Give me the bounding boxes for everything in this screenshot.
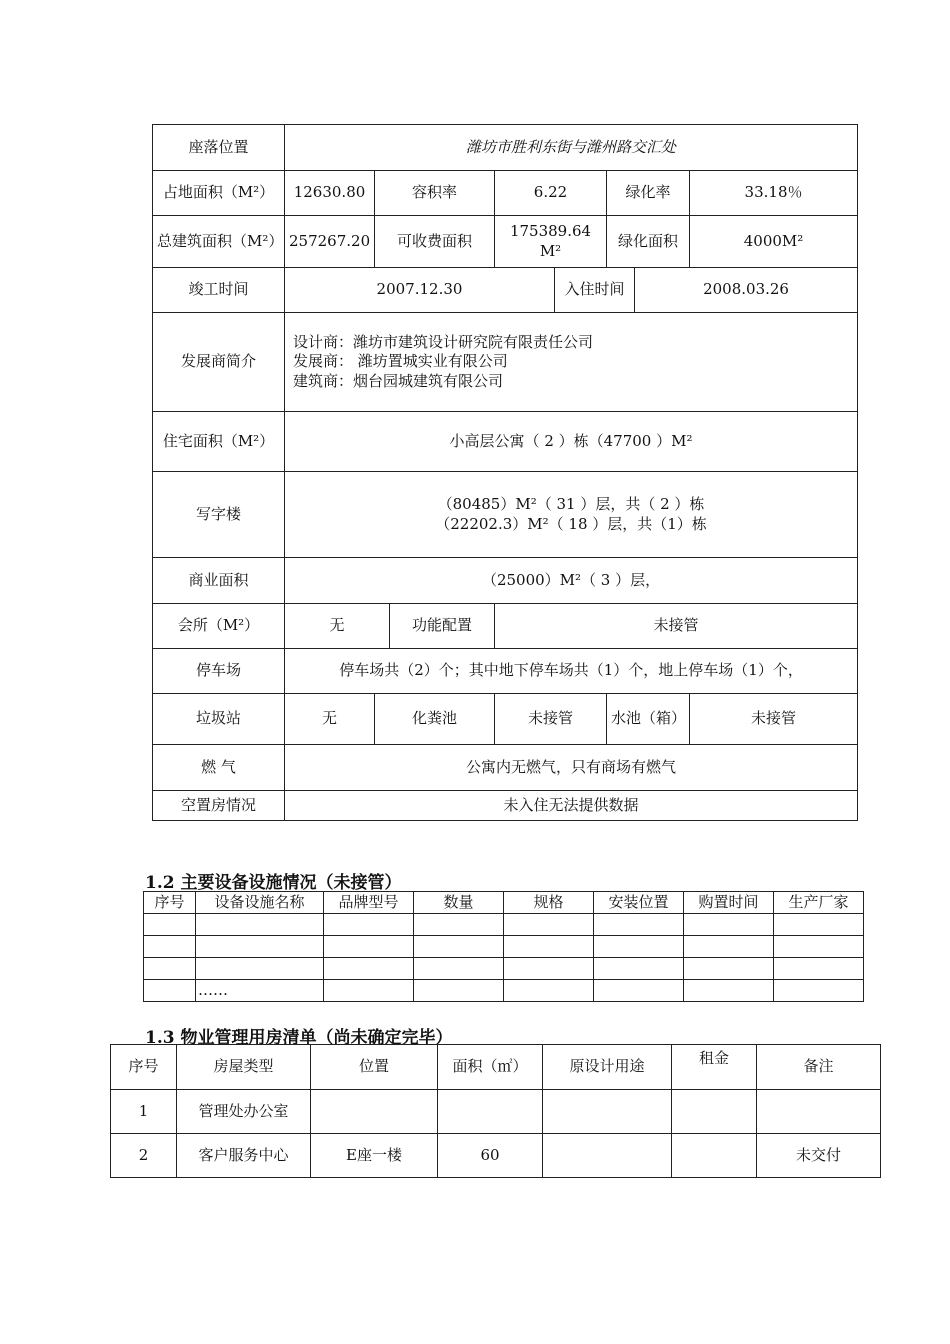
rooms-header-row bbox=[111, 1045, 881, 1090]
total-area-label: 总建筑面积（M²） bbox=[153, 216, 285, 268]
equipment-col-qty: 数量 bbox=[414, 892, 504, 914]
builder-line: 建筑商：烟台园城建筑有限公司 bbox=[293, 371, 504, 390]
developer-label: 发展商简介 bbox=[153, 313, 285, 412]
rooms-col-rent: 租金 bbox=[672, 1045, 757, 1090]
table-row bbox=[111, 1134, 881, 1178]
parking-value: 停车场共（2）个；其中地下停车场共（1）个，地上停车场（1）个， bbox=[285, 649, 858, 694]
equipment-col-name: 设备设施名称 bbox=[196, 892, 324, 914]
equipment-heading: 1.2 主要设备设施情况（未接管） bbox=[145, 873, 402, 893]
rooms-col-area: 面积（㎡） bbox=[438, 1045, 543, 1090]
green-rate-value: 33.18％ bbox=[690, 171, 858, 216]
designer-line: 设计商：潍坊市建筑设计研究院有限责任公司 bbox=[293, 332, 594, 351]
room-location: E座一楼 bbox=[311, 1134, 438, 1178]
room-area: 60 bbox=[438, 1134, 543, 1178]
location-value: 潍坊市胜利东街与潍州路交汇处 bbox=[285, 125, 858, 171]
project-overview-table bbox=[152, 124, 858, 821]
vacant-value: 未入住无法提供数据 bbox=[285, 791, 858, 821]
septic-value: 未接管 bbox=[495, 694, 607, 745]
equipment-col-spec: 规格 bbox=[504, 892, 594, 914]
equipment-col-date: 购置时间 bbox=[684, 892, 774, 914]
septic-label: 化粪池 bbox=[375, 694, 495, 745]
equipment-table bbox=[143, 891, 864, 1002]
plot-ratio-value: 6.22 bbox=[495, 171, 607, 216]
rooms-col-remark: 备注 bbox=[757, 1045, 881, 1090]
water-label: 水池（箱） bbox=[607, 694, 690, 745]
commercial-label: 商业面积 bbox=[153, 558, 285, 604]
vacant-label: 空置房情况 bbox=[153, 791, 285, 821]
chargeable-area-label: 可收费面积 bbox=[375, 216, 495, 268]
rooms-table bbox=[110, 1044, 881, 1178]
rooms-col-location: 位置 bbox=[311, 1045, 438, 1090]
commercial-value: （25000）M²（ 3 ）层， bbox=[285, 558, 858, 604]
chargeable-area-value: 175389.64 M² bbox=[495, 216, 607, 268]
rooms-col-no: 序号 bbox=[111, 1045, 177, 1090]
garbage-label: 垃圾站 bbox=[153, 694, 285, 745]
table-row bbox=[111, 1090, 881, 1134]
green-area-label: 绿化面积 bbox=[607, 216, 690, 268]
equipment-col-brand: 品牌型号 bbox=[324, 892, 414, 914]
room-area bbox=[438, 1090, 543, 1134]
room-rent bbox=[672, 1134, 757, 1178]
office-label: 写字楼 bbox=[153, 472, 285, 558]
rooms-heading: 1.3 物业管理用房清单（尚未确定完毕） bbox=[145, 1028, 453, 1048]
gas-value: 公寓内无燃气，只有商场有燃气 bbox=[285, 745, 858, 791]
land-area-value: 12630.80 bbox=[285, 171, 375, 216]
water-value: 未接管 bbox=[690, 694, 858, 745]
room-type: 客户服务中心 bbox=[177, 1134, 311, 1178]
residential-label: 住宅面积（M²） bbox=[153, 412, 285, 472]
ellipsis: …… bbox=[196, 980, 324, 1002]
total-area-value: 257267.20 bbox=[285, 216, 375, 268]
room-usage bbox=[543, 1090, 672, 1134]
room-no: 1 bbox=[111, 1090, 177, 1134]
developer-line: 发展商： 潍坊置城实业有限公司 bbox=[293, 352, 508, 371]
land-area-label: 占地面积（M²） bbox=[153, 171, 285, 216]
table-row bbox=[144, 958, 864, 980]
club-value: 无 bbox=[285, 604, 390, 649]
equipment-col-no: 序号 bbox=[144, 892, 196, 914]
garbage-value: 无 bbox=[285, 694, 375, 745]
office-info bbox=[285, 472, 858, 558]
parking-label: 停车场 bbox=[153, 649, 285, 694]
completion-value: 2007.12.30 bbox=[285, 268, 555, 313]
green-area-value: 4000M² bbox=[690, 216, 858, 268]
equipment-col-location: 安装位置 bbox=[594, 892, 684, 914]
office-line-1: （80485）M²（ 31 ）层，共（ 2 ）栋 bbox=[437, 495, 705, 513]
move-in-label: 入住时间 bbox=[555, 268, 635, 313]
club-label: 会所（M²） bbox=[153, 604, 285, 649]
table-row bbox=[144, 914, 864, 936]
room-rent bbox=[672, 1090, 757, 1134]
table-row bbox=[144, 936, 864, 958]
room-remark bbox=[757, 1090, 881, 1134]
room-location bbox=[311, 1090, 438, 1134]
office-line-2: （22202.3）M²（ 18 ）层，共（1）栋 bbox=[435, 514, 707, 533]
room-no: 2 bbox=[111, 1134, 177, 1178]
table-row bbox=[144, 980, 864, 1002]
developer-info bbox=[285, 313, 858, 412]
gas-label: 燃 气 bbox=[153, 745, 285, 791]
room-usage bbox=[543, 1134, 672, 1178]
room-remark: 未交付 bbox=[757, 1134, 881, 1178]
move-in-value: 2008.03.26 bbox=[635, 268, 858, 313]
function-value: 未接管 bbox=[495, 604, 858, 649]
function-label: 功能配置 bbox=[390, 604, 495, 649]
room-type: 管理处办公室 bbox=[177, 1090, 311, 1134]
location-label: 座落位置 bbox=[153, 125, 285, 171]
green-rate-label: 绿化率 bbox=[607, 171, 690, 216]
plot-ratio-label: 容积率 bbox=[375, 171, 495, 216]
completion-label: 竣工时间 bbox=[153, 268, 285, 313]
rooms-col-usage: 原设计用途 bbox=[543, 1045, 672, 1090]
equipment-col-maker: 生产厂家 bbox=[774, 892, 864, 914]
rooms-col-type: 房屋类型 bbox=[177, 1045, 311, 1090]
residential-value: 小高层公寓（ 2 ）栋（47700 ）M² bbox=[285, 412, 858, 472]
equipment-header-row bbox=[144, 892, 864, 914]
